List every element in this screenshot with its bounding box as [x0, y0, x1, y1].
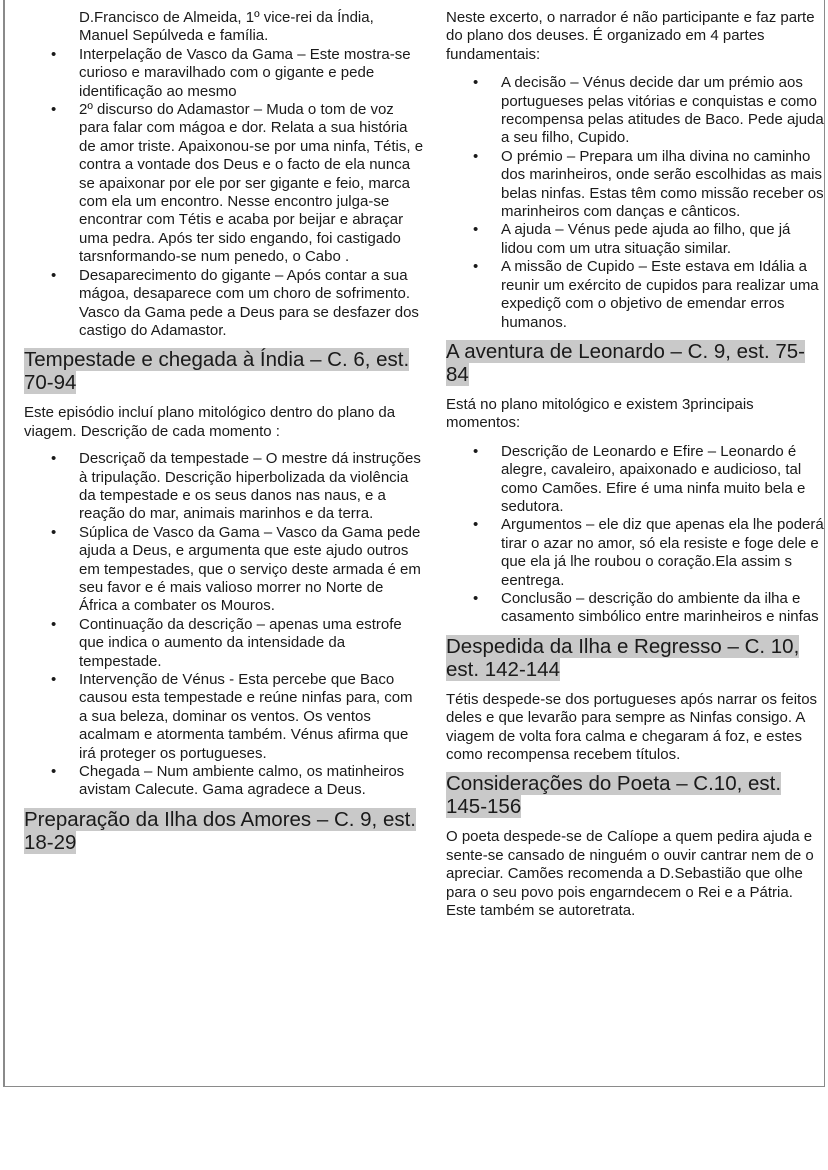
section-intro-leonardo: Está no plano mitológico e existem 3principais momentos: [446, 395, 754, 432]
list-item: • A missão de Cupido – Este estava em Idália a reunir um exército de cupidos para realizar uma expediçõ com o objetivo de emendar erros humanos. [446, 258, 824, 332]
list-item: • Interpelação de Vasco da Gama – Este mostra-se curioso e maravilhado com o gigante e pede identificação ao mesmo [24, 46, 424, 101]
document-page [3, 0, 825, 1087]
list-item: • Descriçaõ da tempestade – O mestre dá instruções à tripulação. Descrição hiperbolizada da violência da tempestade e os seus danos nas naus, e a reação do mar, animais marinhos e da terra. [24, 450, 424, 524]
left-column [24, 9, 424, 854]
list-item: • 2º discurso do Adamastor – Muda o tom de voz para falar com mágoa e dor. Relata a sua história de amor triste. Apaixonou-se por uma ninfa, Tétis, e contra a vontade dos Deus e o facto de ela nunca se apaixonar por ele por ser gigante e feio, marca com ela um encontro. Nesse encontro julga-se encontrar com Tétis e acaba por beijar e abraçar uma pedra. Após ter sido engando, foi castigado tarsnformando-se num penedo, o Cabo . [24, 101, 424, 267]
section-intro-tempestade: Este episódio incluí plano mitológico dentro do plano da viagem. Descrição de cada momento : [24, 404, 396, 440]
section-heading-despedida: Despedida da Ilha e Regresso – C. 10, est. 142-144 [446, 634, 800, 681]
list-item: • Argumentos – ele diz que apenas ela lhe poderá tirar o azar no amor, só ela resiste e foge dele e que ela já lhe roubou o coração.Ela assim s eentrega. [446, 516, 824, 590]
continued-text: D.Francisco de Almeida, 1º vice-rei da Índia, Manuel Sepúlveda e família. [79, 9, 374, 45]
right-column [446, 9, 824, 920]
list-item: • Continuação da descrição – apenas uma estrofe que indica o aumento da intensidade da tempestade. [24, 616, 424, 671]
list-item: • Conclusão – descrição do ambiente da ilha e casamento simbólico entre marinheiros e ninfas [446, 590, 824, 627]
tempestade-list [24, 450, 424, 800]
list-item: • A decisão – Vénus decide dar um prémio aos portugueses pelas vitórias e conquistas e como recompensa pelas atitudes de Baco. Pede ajuda a seu filho, Cupido. [446, 74, 824, 148]
list-item: • Intervenção de Vénus - Esta percebe que Baco causou esta tempestade e reúne ninfas para, com a sua beleza, dominar os ventos. Os ventos acalmam e atormenta também. Vénus afirma que irá proteger os portugueses. [24, 671, 424, 763]
preparacao-list [446, 74, 824, 332]
list-item: • Desaparecimento do gigante – Após contar a sua mágoa, desaparece com um choro de sofrimento. Vasco da Gama pede a Deus para se desfazer dos castigo do Adamastor. [24, 267, 424, 341]
list-item: • Chegada – Num ambiente calmo, os matinheiros avistam Calecute. Gama agradece a Deus. [24, 763, 424, 800]
section-body-despedida: Tétis despede-se dos portugueses após narrar os feitos deles e que levarão para sempre as Ninfas consigo. A viagem de volta fora calma e chegaram á foz, e estes como recompensa recebem títulos. [446, 690, 818, 763]
section-heading-tempestade: Tempestade e chegada à Índia – C. 6, est. 70-94 [24, 348, 410, 395]
section-body-consideracoes: O poeta despede-se de Calíope a quem pedira ajuda e sente-se cansado de ninguém o ouvir cantrar nem de o apreciar. Camões recomenda a D.Sebastião que olhe para o seu povo pois engarndecem o Rei e a Pátria. Este também se autoretrata. [446, 828, 814, 920]
list-item: • A ajuda – Vénus pede ajuda ao filho, que já lidou com um utra situação similar. [446, 221, 824, 258]
list-item: • O prémio – Prepara um ilha divina no caminho dos marinheiros, onde serão escolhidas as mais belas ninfas. Estas têm como missão receber os marinheiros com danças e cânticos. [446, 148, 824, 222]
preparacao-intro: Neste excerto, o narrador é não participante e faz parte do plano dos deuses. É organizado em 4 partes fundamentais: [446, 9, 815, 63]
adamastor-list [24, 46, 424, 341]
section-heading-leonardo: A aventura de Leonardo – C. 9, est. 75-84 [446, 339, 805, 386]
section-heading-preparacao: Preparação da Ilha dos Amores – C. 9, est. 18-29 [24, 807, 416, 854]
list-item: • Descrição de Leonardo e Efire – Leonardo é alegre, cavaleiro, apaixonado e audicioso, tal como Camões. Efire é uma ninfa muito bela e sedutora. [446, 443, 824, 517]
section-heading-consideracoes: Considerações do Poeta – C.10, est. 145-156 [446, 772, 782, 819]
list-item: • Súplica de Vasco da Gama – Vasco da Gama pede ajuda a Deus, e argumenta que este ajudo outros em tempestades, que o serviço deste armada é em seu favor e é mais valioso morrer no Norte de África a combater os Mouros. [24, 524, 424, 616]
leonardo-list [446, 443, 824, 627]
